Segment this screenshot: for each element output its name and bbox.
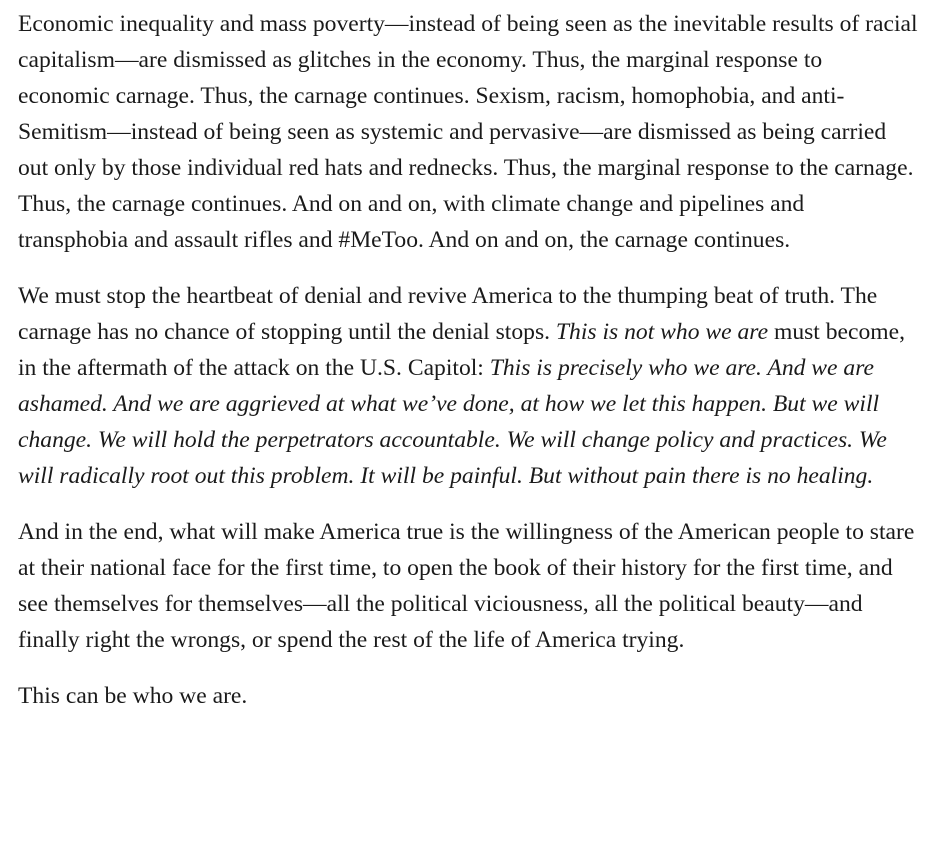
paragraph-make-america-true: And in the end, what will make America true is the willingness of the American people to stare at their national face for the first time, to open the book of their history for the first time, and see themselves for themselves—all the political viciousness, all the political beauty—and finally right the wrongs, or spend the rest of the life of America trying. <box>18 519 915 653</box>
italic-phrase: This is not who we are <box>555 319 769 345</box>
article-body <box>18 6 918 734</box>
paragraph-stop-denial <box>18 278 918 494</box>
paragraph-closing: This can be who we are. <box>18 683 248 709</box>
paragraph-stop-denial-middle: must become, in the aftermath of the attack on the U.S. Capitol: <box>18 319 906 381</box>
paragraph-economic-inequality: Economic inequality and mass poverty—instead of being seen as the inevitable results of racial capitalism—are dismissed as glitches in the economy. Thus, the marginal response to economic carnage. Thus, the carnage continues. Sexism, racism, homophobia, and anti-Semitism—instead of being seen as systemic and pervasive—are dismissed as being carried out only by those individual red hats and rednecks. Thus, the marginal response to the carnage. Thus, the carnage continues. And on and on, with climate change and pipelines and transphobia and assault rifles and #MeToo. And on and on, the carnage continues. <box>18 11 918 253</box>
italic-quote: This is precisely who we are. And we are ashamed. And we are aggrieved at what we’ve done, at how we let this happen. But we will change. We will hold the perpetrators accountable. We will change policy and practices. We will radically root out this problem. It will be painful. But without pain there is no healing. <box>18 355 887 489</box>
paragraph-stop-denial-intro: We must stop the heartbeat of denial and revive America to the thumping beat of truth. The carnage has no chance of stopping until the denial stops. <box>18 283 878 345</box>
